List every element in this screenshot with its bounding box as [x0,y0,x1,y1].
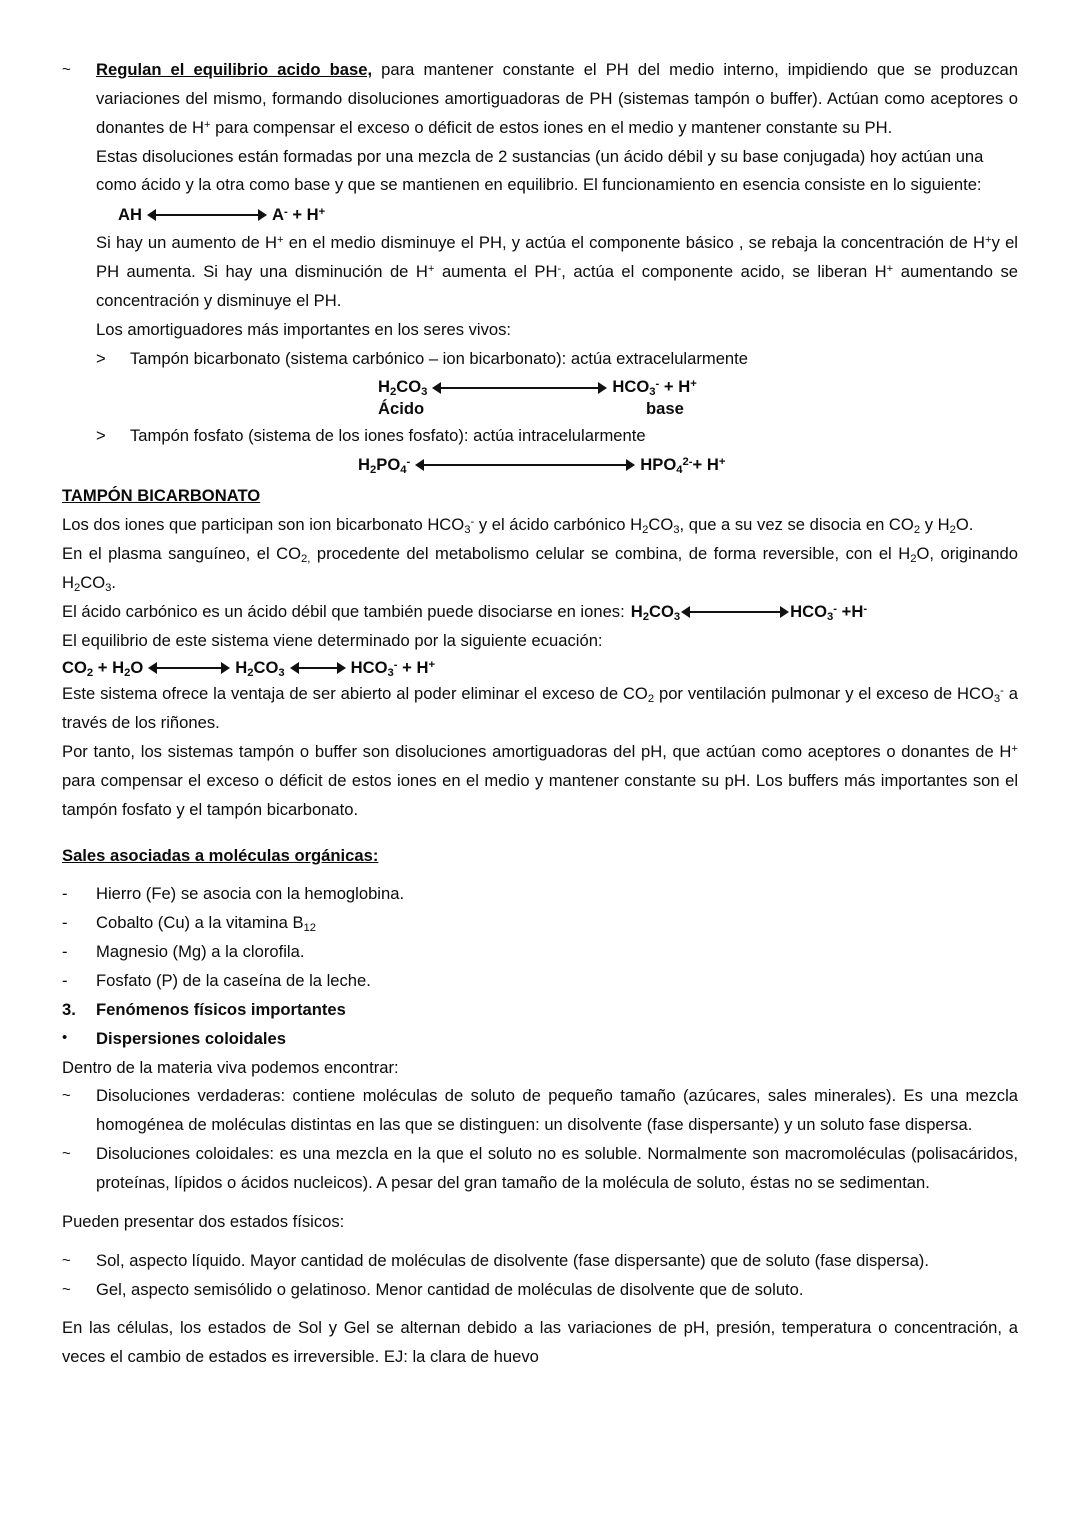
eq-carb-right-sub: 3 [649,386,656,399]
si-hay-b: en el medio disminuye el PH, y actúa el componente básico , se rebaja la concentración de H [283,233,985,253]
eq-ah-right-main: A [271,204,284,224]
dash-marker: - [62,884,68,904]
eq-phos-left-sub2: 4 [400,463,407,476]
eq-carb-right-tail-charge: + [690,378,697,391]
eq-phos-right-tail: + H [692,454,719,474]
p1-charge: - [470,516,475,529]
dissociation-prefix: El ácido carbónico es un ácido débil que también puede disociarse en iones: [62,601,625,621]
eq-carb-left-sub2: 3 [421,386,428,399]
eq-diss-right-tail-charge: - [863,602,868,615]
sales-cobalto-sub: 12 [303,922,317,935]
si-hay-paragraph [96,229,1018,316]
eq-eq-t1 [62,658,143,679]
p4-sub: 2 [647,693,655,706]
dash-marker: - [62,970,68,990]
p4-sub2: 3 [993,693,1001,706]
equation-ah [118,205,325,226]
sup-plus-1: + [276,234,284,247]
p1-sub5: 2 [949,524,956,537]
eq-phos-right-hpo: HPO [640,454,677,474]
equation-carbonic-labels [378,398,1018,420]
bullet-heading-row [62,1025,1018,1054]
h-plus-charge: + [203,118,211,131]
estados-closing: En las células, los estados de Sol y Gel se alternan debido a las variaciones de pH, presión, temperatura o concentración, a veces el cambio de estados es irreversible. EJ: la clara de huevo [62,1318,1018,1367]
list-item [62,938,1018,967]
tampon-bicarbonato-section [62,482,1018,824]
document-body [62,56,1018,1372]
eq-eq-t1a: CO [62,657,87,677]
eq-eq-t2sub: 2 [247,666,254,679]
p2-sub4: 3 [105,582,112,595]
p5-charge: + [1011,742,1018,755]
eq-phos-left [358,455,410,476]
list-item [62,56,1018,143]
label-acido: Ácido [378,399,425,419]
eq-diss-left-co: CO [648,602,674,622]
p2-d: CO [80,572,106,592]
mezcla-row [62,143,1018,230]
list-item [62,1140,1018,1198]
double-arrow-icon [147,208,267,222]
sales-heading: Sales asociadas a moléculas orgánicas: [62,845,379,865]
equation-dissociation [631,602,867,623]
eq-eq-t3charge2: + [428,658,436,671]
list-item [62,880,1018,909]
p1-d: , que a su vez se disocia en CO [679,515,914,535]
p4-a: Este sistema ofrece la ventaja de ser abierto al poder eliminar el exceso de CO [62,684,648,704]
fenomenos-intro: Dentro de la materia viva podemos encontrar: [62,1057,399,1077]
eq-phos-right-charge: 2- [682,455,693,468]
p1-sub4: 2 [913,524,921,537]
eq-phos-right [640,455,725,476]
sub-list-item-bicarbonato [62,345,1018,374]
p1-sub2: 2 [642,524,649,537]
si-hay-row [62,229,1018,316]
eq-eq-t2b: CO [253,657,279,677]
dissociation-line [62,598,1018,627]
estado-gel: Gel, aspecto semisólido o gelatinoso. Menor cantidad de moléculas de disolvente que de soluto. [96,1279,804,1299]
equation-carbonic-block [62,377,1018,419]
sub-list-item-fosfato [62,422,1018,451]
eq-ah-left: AH [118,204,142,224]
sup-plus-2: + [984,234,992,247]
tampon-p4 [62,680,1018,738]
p2-sub: 2, [301,553,311,566]
eq-phos-right-sub: 4 [676,463,683,476]
eq-carb-right-hco: HCO [612,377,650,397]
list-item [62,1082,1018,1140]
numbered-heading-row [62,996,1018,1025]
bullet-marker: • [62,1028,68,1046]
dispersiones-heading: Dispersiones coloidales [96,1028,286,1048]
eq-diss-right-charge: - [833,602,838,615]
eq-ah-right [272,205,325,226]
eq-eq-t1c: O [130,657,144,677]
eq-diss-right [790,602,867,623]
estados-intro: Pueden presentar dos estados físicos: [62,1211,345,1231]
p5-b: para compensar el exceso o déficit de estos iones en el medio y mantener constante su pH. Los buffers más importantes son el tampón fosfato y el tampón bicarbonato. [62,770,1018,819]
eq-eq-t1sub: 2 [86,666,94,679]
double-arrow-icon [432,381,607,395]
eq-eq-t2a: H [235,657,248,677]
sales-item-cobalto [96,909,1018,938]
tampon-p1 [62,511,1018,540]
section-gap [62,1304,1018,1314]
disoluciones-coloidales: Disoluciones coloidales: es una mezcla en la que el soluto no es soluble. Normalmente son macromoléculas (polisacáridos, proteínas, lípidos o ácidos nucleicos). A pesar del gran tamaño de la molécula de soluto, éstas no se sedimentan. [96,1144,1018,1192]
label-base: base [646,399,684,419]
double-arrow-icon [415,458,635,472]
eq-diss-right-tail: +H [837,602,864,622]
eq-phos-left-po: PO [376,454,401,474]
p1-a: Los dos iones que participan son ion bicarbonato HCO [62,515,465,535]
list-item [62,909,1018,938]
fenomenos-heading: Fenómenos físicos importantes [96,999,346,1019]
p2-e: . [111,572,117,592]
p1-b: y el ácido carbónico H [474,515,643,535]
sales-item-fosfato: Fosfato (P) de la caseína de la leche. [96,970,371,990]
eq-diss-left [631,602,680,623]
eq-eq-t3b: + H [397,657,429,677]
tilde-marker: ~ [62,1280,71,1298]
eq-ah-tail-charge: + [318,205,326,218]
sales-item-magnesio: Magnesio (Mg) a la clorofila. [96,942,305,962]
eq-diss-left-sub1: 2 [642,611,649,624]
p2-a: En el plasma sanguíneo, el CO [62,544,302,564]
p4-c: a través de los riñones. [62,684,1019,733]
eq-ah-tail: + H [287,204,319,224]
fosfato-label: Tampón fosfato (sistema de los iones fosfato): actúa intracelularmente [130,425,646,445]
sup-minus-1: - [557,262,562,275]
eq-diss-left-sub2: 3 [673,611,681,624]
tampon-p5 [62,738,1018,825]
eq-phos-left-sub1: 2 [369,463,377,476]
equation-equilibrium [62,658,1018,679]
list-item [62,1247,1018,1276]
eq-carb-right-charge: - [655,378,660,391]
p2-b: procedente del metabolismo celular se combina, de forma reversible, con el H [310,544,911,564]
tilde-marker: ~ [62,61,71,78]
amortiguadores-text: Los amortiguadores más importantes en los seres vivos: [96,319,512,339]
regulan-paragraph [96,56,1018,143]
gt-marker: > [96,348,106,368]
p1-sub: 3 [464,524,471,537]
eq-carb-left [378,377,427,398]
amortiguadores-row [62,316,1018,345]
double-arrow-icon [290,661,346,675]
regulan-rest: para mantener constante el PH del medio interno, impidiendo que se produzcan variaciones del mismo, formando disoluciones amortiguadoras de PH (sistemas tampón o buffer). Actúan como aceptores o donantes de H [96,60,1018,137]
tampon-p3: El equilibrio de este sistema viene determinado por la siguiente ecuación: [62,630,603,650]
p4-charge: - [1000,685,1004,698]
section-gap [62,825,1018,842]
p4-b: por ventilación pulmonar y el exceso de HCO [654,684,994,704]
equation-phosphate-block [62,455,1018,476]
eq-eq-t2sub2: 3 [278,666,285,679]
tilde-marker: ~ [62,1145,71,1163]
mezcla-paragraph [96,143,1018,230]
dash-marker: - [62,913,68,933]
p2-sub3: 2 [73,582,81,595]
double-arrow-icon [681,605,789,619]
mezcla-text: Estas disoluciones están formadas por una mezcla de 2 sustancias (un ácido débil y su base conjugada) hoy actúan una como ácido y la otra como base y que se mantienen en equilibrio. El funcionamiento en esencia consiste en lo siguiente: [96,146,984,195]
sales-cobalto-text: Cobalto (Cu) a la vitamina B [96,913,304,933]
eq-carb-right-tail: + H [659,377,691,397]
eq-eq-t1sub2: 2 [124,666,131,679]
eq-eq-t1b: + H [93,657,125,677]
si-hay-c: y el PH aumenta. Si hay una disminución de H [96,233,1018,282]
dash-marker: - [62,942,68,962]
eq-eq-t3charge: - [393,658,398,671]
eq-phos-right-tail-charge: + [718,455,726,468]
p1-f: O. [955,515,974,535]
estado-sol: Sol, aspecto líquido. Mayor cantidad de moléculas de disolvente (fase dispersante) que de soluto (fase dispersa). [96,1250,929,1270]
list-item [62,967,1018,996]
p1-c: CO [648,515,674,535]
regulan-lead: Regulan el equilibrio acido base, [96,60,373,79]
section-gap [62,1198,1018,1208]
sup-plus-3: + [427,262,435,275]
list-gap [62,870,1018,880]
equation-carbonic [378,377,1018,398]
p5-a: Por tanto, los sistemas tampón o buffer son disoluciones amortiguadoras del pH, que actúan como aceptores o donantes de H [62,741,1012,761]
sup-plus-4: + [886,262,894,275]
eq-eq-t3 [351,658,435,679]
double-arrow-icon [148,661,230,675]
gt-marker: > [96,425,106,445]
tampon-p2 [62,540,1018,598]
list-item [62,1276,1018,1305]
sales-item-hierro: Hierro (Fe) se asocia con la hemoglobina. [96,884,405,904]
si-hay-d: aumenta el PH [434,262,558,282]
eq-carb-left-sub1: 2 [389,386,397,399]
eq-phos-left-h: H [358,454,370,474]
eq-diss-left-h: H [630,602,643,622]
tilde-marker: ~ [62,1251,71,1269]
eq-carb-left-co: CO [396,377,422,397]
bicarbonato-label: Tampón bicarbonato (sistema carbónico – ion bicarbonato): actúa extracelularmente [130,348,748,368]
eq-diss-right-sub: 3 [827,611,834,624]
number-marker: 3. [62,999,76,1019]
eq-eq-t2 [235,658,284,679]
eq-ah-right-charge: - [283,205,288,218]
equation-phosphate [358,455,1018,476]
tilde-marker: ~ [62,1087,71,1105]
si-hay-a: Si hay un aumento de H [96,233,277,253]
eq-phos-left-charge: - [406,455,411,468]
disoluciones-verdaderas: Disoluciones verdaderas: contiene moléculas de soluto de pequeño tamaño (azúcares, sales minerales). Es una mezcla homogénea de moléculas distintas en las que se distinguen: un disolvente (fase dispersante) y un soluto fase dispersa. [96,1086,1018,1135]
p1-sub3: 3 [673,524,680,537]
eq-carb-right [612,377,696,398]
eq-diss-right-hco: HCO [790,602,827,622]
list-gap [62,1237,1018,1247]
p1-e: y H [920,515,950,535]
si-hay-e: , actúa el componente acido, se liberan H [561,262,887,282]
eq-eq-t3a: HCO [350,657,388,677]
eq-eq-t3sub: 3 [387,666,394,679]
tampon-heading: TAMPÓN BICARBONATO [62,486,261,506]
p2-sub2: 2 [910,553,917,566]
si-hay-f: aumentando se concentración y disminuye el PH. [96,262,1019,310]
eq-carb-left-h: H [378,377,390,397]
regulan-rest2: para compensar el exceso o déficit de estos iones en el medio y mantener constante su PH. [210,117,893,137]
p2-c: O, originando H [62,544,1018,592]
